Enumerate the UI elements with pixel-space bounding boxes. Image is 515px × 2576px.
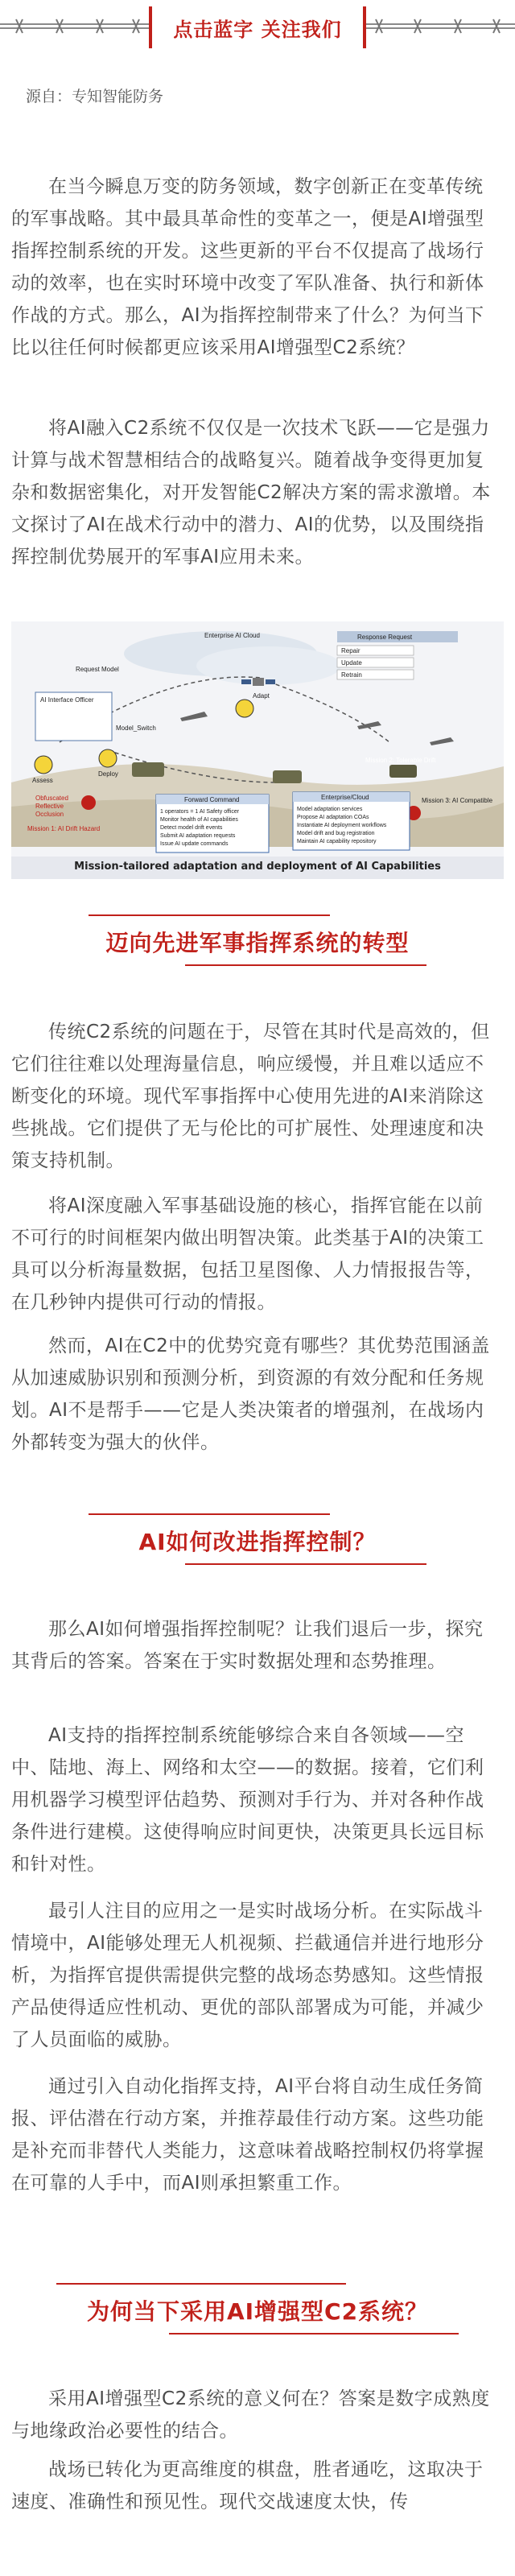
section-heading-text: 为何当下采用AI增强型C2系统？: [86, 2298, 429, 2325]
diagram-label: Reflective: [35, 803, 64, 810]
section-heading-text: AI如何改进指挥控制？: [138, 1529, 377, 1555]
body-paragraph: 那么AI如何增强指挥控制呢？让我们退后一步，探究其背后的答案。答案在于实时数据处理和态势推理。: [11, 1619, 484, 1672]
diagram-label: Response Request: [357, 634, 413, 641]
diagram-label: Enterprise/Cloud: [321, 794, 369, 801]
section-heading: [89, 914, 426, 966]
diagram-label: Instantiate AI deployment workflows: [297, 823, 387, 828]
diagram-label: Obfuscated: [35, 795, 68, 802]
body-paragraph: 采用AI增强型C2系统的意义何在？答案是数字成熟度与地缘政治必要性的结合。: [11, 2388, 490, 2442]
section-heading: [89, 1513, 426, 1565]
diagram-label: Repair: [341, 647, 360, 654]
diagram-label: Mission 1: AI Drift Hazard: [27, 825, 101, 832]
barbed-wire-right-icon: [366, 18, 515, 35]
diagram-label: Retrain: [341, 671, 362, 679]
body-paragraph: AI支持的指挥控制系统能够综合来自各领域——空中、陆地、海上、网络和太空——的数据。接着，它们利用机器学习模型评估趋势、预测对手行为、并对各种作战条件进行建模。这使得响应时间更快，决策更具长远目标和针对性。: [11, 1725, 484, 1875]
body-paragraph: 战场已转化为更高维度的棋盘，胜者通吃，这取决于速度、准确性和预见性。现代交战速度太快，传: [11, 2459, 484, 2512]
diagram-label: Submit AI adaptation requests: [160, 833, 236, 839]
body-paragraph: 通过引入自动化指挥支持，AI平台将自动生成任务简报、评估潜在行动方案，并推荐最佳行动方案。这些功能是补充而非替代人类能力，这意味着战略控制权仍将掌握在可靠的人手中，而AI则承担繁重工作。: [11, 2076, 484, 2194]
diagram-label: Mission 3: AI Compatible: [422, 797, 493, 804]
diagram-label: Request Model: [76, 666, 119, 673]
barbed-wire-left-icon: [0, 18, 149, 35]
section-heading-text: 迈向先进军事指挥系统的转型: [105, 930, 410, 956]
diagram-label: Mission 2: Tolerable Drift: [365, 757, 436, 764]
intro-paragraph: 将AI融入C2系统不仅仅是一次技术飞跃——它是强力计算与战术智慧相结合的战略复兴。随着战争变得更加复杂和数据密集化，对开发智能C2解决方案的需求激增。本文探讨了AI在战术行动中的潜力、AI的优势，以及围绕指挥控制优势展开的军事AI应用未来。: [11, 418, 491, 568]
diagram-label: Forward Command: [184, 796, 240, 803]
header-banner: [0, 0, 515, 55]
ai-capabilities-diagram: [11, 621, 504, 879]
section-heading: [56, 2283, 459, 2334]
diagram-label: Propose AI adaptation COAs: [297, 815, 369, 820]
banner-title: 点击蓝字 关注我们: [149, 6, 366, 48]
intro-paragraph: 在当今瞬息万变的防务领域，数字创新正在变革传统的军事战略。其中最具革命性的变革之一，便是AI增强型指挥控制系统的开发。这些更新的平台不仅提高了战场行动的效率，也在实时环境中改变了军队准备、执行和新体作战的方式。那么，AI为指挥控制带来了什么？为何当下比以往任何时候都更应该采用AI增强型C2系统？: [11, 176, 484, 358]
diagram-label: AI Interface Officer: [40, 696, 94, 704]
diagram-label: Adapt: [253, 692, 270, 700]
diagram-label: Detect model drift events: [160, 825, 223, 831]
diagram-label: Assess: [32, 777, 53, 784]
body-paragraph: 然而，AI在C2中的优势究竟有哪些？其优势范围涵盖从加速威胁识别和预测分析，到资源的有效分配和任务规划。AI不是帮手——它是人类决策者的增强剂，在战场内外都转变为强大的伙伴。: [11, 1335, 490, 1453]
diagram-label: 1 operators = 1 AI Safety officer: [160, 809, 240, 815]
body-paragraph: 传统C2系统的问题在于，尽管在其时代是高效的，但它们往往难以处理海量信息，响应缓慢，并且难以适应不断变化的环境。现代军事指挥中心使用先进的AI来消除这些挑战。它们提供了无与伦比的可扩展性、处理速度和决策支持机制。: [11, 1022, 490, 1171]
diagram-label: Model_Switch: [116, 724, 156, 732]
body-paragraph: 将AI深度融入军事基础设施的核心，指挥官能在以前不可行的时间框架内做出明智决策。此类基于AI的决策工具可以分析海量数据，包括卫星图像、人力情报报告等，在几秒钟内提供可行动的情报。: [11, 1195, 484, 1313]
body-paragraph: 最引人注目的应用之一是实时战场分析。在实际战斗情境中，AI能够处理无人机视频、拦截通信并进行地形分析，为指挥官提供需提供完整的战场态势感知。这些情报产品使得适应性机动、更优的部队部署成为可能，并减少了人员面临的威胁。: [11, 1901, 484, 2050]
diagram-canvas: [11, 621, 504, 879]
diagram-label: Enterprise AI Cloud: [204, 632, 260, 639]
diagram-label: Model adaptation services: [297, 807, 363, 812]
diagram-label: Maintain AI capability repository: [297, 839, 377, 844]
diagram-label: Deploy: [98, 770, 118, 778]
diagram-label: Issue AI update commands: [160, 841, 229, 847]
diagram-label: Occlusion: [35, 811, 64, 818]
figure-caption: Mission-tailored adaptation and deployment of AI Capabilities: [74, 861, 441, 873]
diagram-label: Model drift and bug registration: [297, 831, 375, 836]
source-line: 源自：专知智能防务: [26, 88, 164, 105]
diagram-label: Monitor health of AI capabilities: [160, 817, 238, 823]
diagram-label: Update: [341, 659, 362, 667]
